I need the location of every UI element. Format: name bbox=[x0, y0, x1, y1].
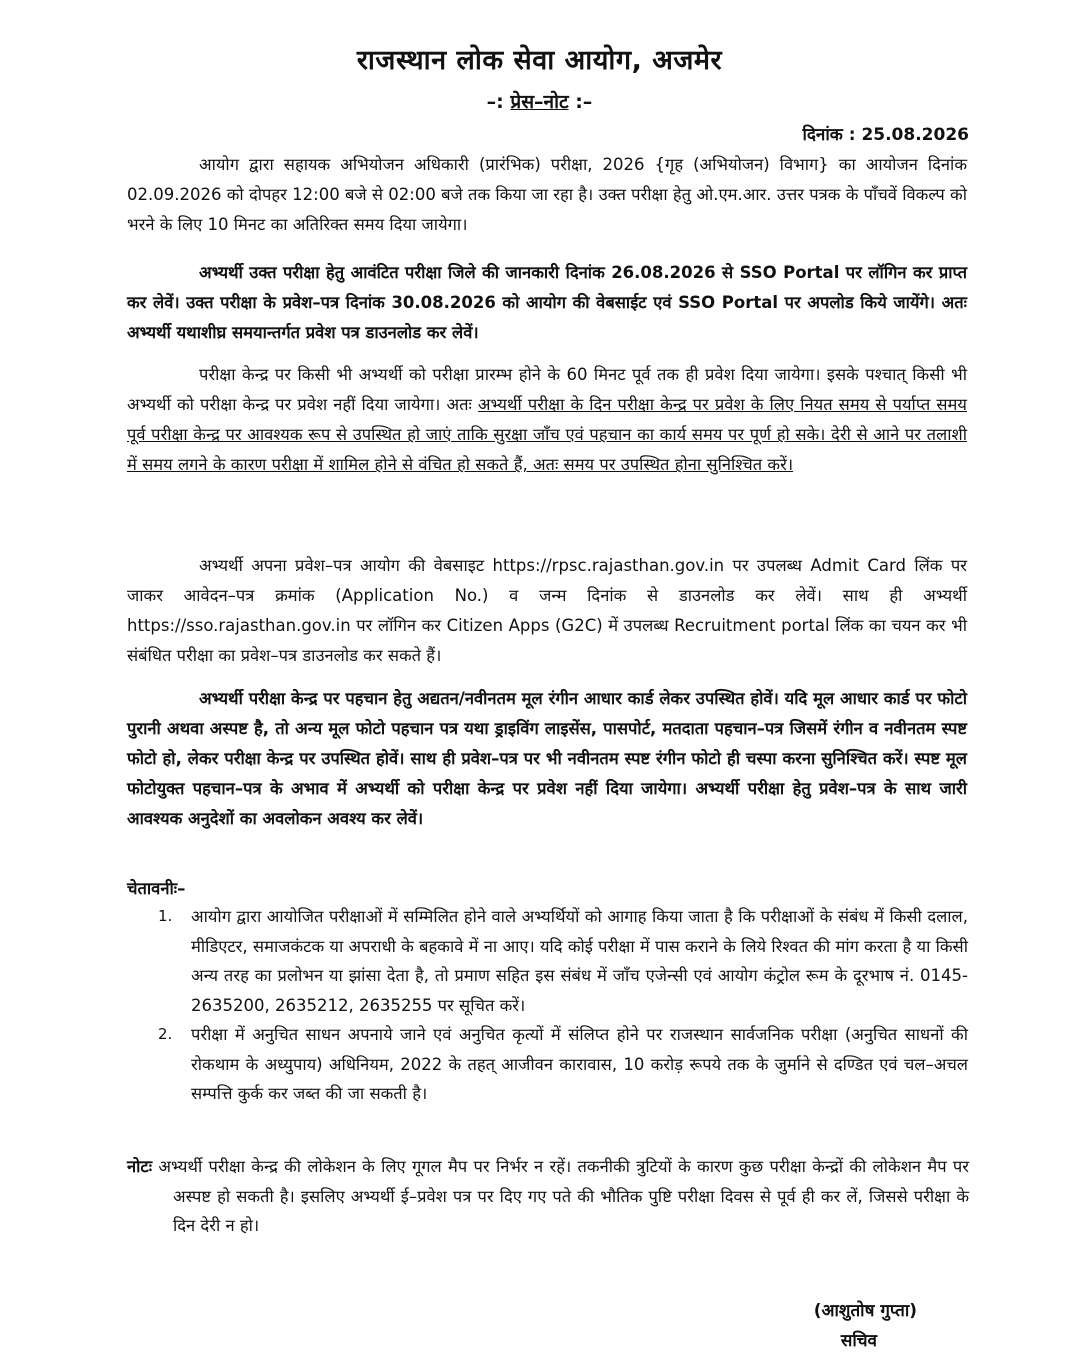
list-item-number: 1. bbox=[158, 907, 173, 925]
paragraph-entry-timing-text: परीक्षा केन्द्र पर किसी भी अभ्यर्थी को परीक्षा प्रारम्भ होने के 60 मिनट पूर्व तक ही प्रवेश दिया जायेगा। इसके पश्चात् किसी भी अभ्यर्थी को परीक्षा केन्द्र पर प्रवेश नहीं दिया जायेगा। अतः bbox=[127, 365, 967, 414]
paragraph-entry-timing bbox=[127, 360, 967, 480]
list-item-text: आयोग द्वारा आयोजित परीक्षाओं में सम्मिलित होने वाले अभ्यर्थियों को आगाह किया जाता है कि परीक्षाओं के संबंध में किसी दलाल, मीडिएटर, समाजकंटक या अपराधी के बहकावे में ना आए। यदि कोई परीक्षा में पास कराने के लिये रिश्वत की मांग करता है या किसी अन्य तरह का प्रलोभन या झांसा देता है, तो प्रमाण सहित इस संबंध में जाँच एजेन्सी एवं आयोग कंट्रोल रूम के दूरभाष नं. 0145-2635200, 2635212, 2635255 पर सूचित करें। bbox=[191, 907, 968, 1015]
press-note-heading bbox=[0, 88, 1079, 114]
list-item bbox=[158, 1020, 968, 1109]
note-block bbox=[127, 1152, 969, 1241]
warnings-heading: चेतावनीः– bbox=[127, 879, 186, 898]
paragraph-entry-timing-underlined: अभ्यर्थी परीक्षा के दिन परीक्षा केन्द्र पर प्रवेश के लिए नियत समय से पर्याप्त समय पूर्व परीक्षा केन्द्र पर आवश्यक रूप से उपस्थित हो जाएं ताकि सुरक्षा जाँच एवं पहचान का कार्य समय पर पूर्ण हो सके। देरी से आने पर तलाशी में समय लगने के कारण परीक्षा में शामिल होने से वंचित हो सकते हैं, अतः समय पर उपस्थित होना सुनिश्चित करें। bbox=[127, 395, 967, 474]
warnings-list bbox=[158, 902, 968, 1109]
paragraph-admit-card-upload bbox=[127, 258, 967, 348]
paragraph-admit-card-upload-text: अभ्यर्थी उक्त परीक्षा हेतु आवंटित परीक्षा जिले की जानकारी दिनांक 26.08.2026 से SSO Portal पर लॉगिन कर प्राप्त कर लेवें। उक्त परीक्षा के प्रवेश–पत्र दिनांक 30.08.2026 को आयोग की वेबसाईट एवं SSO Portal पर अपलोड किये जायेंगे। अतः अभ्यर्थी यथाशीघ्र समयान्तर्गत प्रवेश पत्र डाउनलोड कर लेवें। bbox=[127, 263, 967, 342]
paragraph-exam-schedule bbox=[127, 150, 967, 240]
signatory-designation: सचिव bbox=[840, 1331, 877, 1351]
subtitle-prefix: –: bbox=[486, 91, 511, 113]
note-label: नोटः bbox=[127, 1157, 153, 1176]
subtitle-main: प्रेस–नोट bbox=[510, 91, 569, 113]
paragraph-exam-schedule-text: आयोग द्वारा सहायक अभियोजन अधिकारी (प्रारंभिक) परीक्षा, 2026 {गृह (अभियोजन) विभाग} का आयोजन दिनांक 02.09.2026 को दोपहर 12:00 बजे से 02:00 बजे तक किया जा रहा है। उक्त परीक्षा हेतु ओ.एम.आर. उत्तर पत्रक के पाँचवें विकल्प को भरने के लिए 10 मिनट का अतिरिक्त समय दिया जायेगा। bbox=[127, 155, 967, 234]
signatory-name: (आशुतोष गुप्ता) bbox=[813, 1301, 917, 1321]
note-text: अभ्यर्थी परीक्षा केन्द्र की लोकेशन के लिए गूगल मैप पर निर्भर न रहें। तकनीकी त्रुटियों के कारण कुछ परीक्षा केन्द्रों की लोकेशन मैप पर अस्पष्ट हो सकती है। इसलिए अभ्यर्थी ई–प्रवेश पत्र पर दिए गए पते की भौतिक पुष्टि परीक्षा दिवस से पूर्व ही कर लें, जिससे परीक्षा के दिन देरी न हो। bbox=[152, 1157, 969, 1235]
list-item bbox=[158, 902, 968, 1020]
paragraph-identity-proof-text: अभ्यर्थी परीक्षा केन्द्र पर पहचान हेतु अद्यतन/नवीनतम मूल रंगीन आधार कार्ड लेकर उपस्थित होवें। यदि मूल आधार कार्ड पर फोटो पुरानी अथवा अस्पष्ट है, तो अन्य मूल फोटो पहचान पत्र यथा ड्राइविंग लाइसेंस, पासपोर्ट, मतदाता पहचान–पत्र जिसमें रंगीन व नवीनतम स्पष्ट फोटो हो, लेकर परीक्षा केन्द्र पर उपस्थित होवें। साथ ही प्रवेश–पत्र पर भी नवीनतम स्पष्ट रंगीन फोटो ही चस्पा करना सुनिश्चित करें। स्पष्ट मूल फोटोयुक्त पहचान–पत्र के अभाव में अभ्यर्थी को परीक्षा केन्द्र पर प्रवेश नहीं दिया जायेगा। अभ्यर्थी परीक्षा हेतु प्रवेश–पत्र के साथ जारी आवश्यक अनुदेशों का अवलोकन अवश्य कर लेवें। bbox=[127, 689, 967, 828]
issue-date: दिनांक : 25.08.2026 bbox=[802, 125, 969, 145]
paragraph-admit-card-download-text: अभ्यर्थी अपना प्रवेश–पत्र आयोग की वेबसाइट https://rpsc.rajasthan.gov.in पर उपलब्ध Admit Card लिंक पर जाकर आवेदन–पत्र क्रमांक (Application No.) व जन्म दिनांक से डाउनलोड कर लेवें। साथ ही अभ्यर्थी https://sso.rajasthan.gov.in पर लॉगिन कर Citizen Apps (G2C) में उपलब्ध Recruitment portal लिंक का चयन कर भी संबंधित परीक्षा का प्रवेश–पत्र डाउनलोड कर सकते हैं। bbox=[127, 556, 967, 665]
list-item-text: परीक्षा में अनुचित साधन अपनाये जाने एवं अनुचित कृत्यों में संलिप्त होने पर राजस्थान सार्वजनिक परीक्षा (अनुचित साधनों की रोकथाम के अध्युपाय) अधिनियम, 2022 के तहत् आजीवन कारावास, 10 करोड़ रूपये तक के जुर्माने से दण्डित एवं चल–अचल सम्पत्ति कुर्क कर जब्त की जा सकती है। bbox=[191, 1025, 968, 1103]
paragraph-identity-proof bbox=[127, 684, 967, 834]
list-item-number: 2. bbox=[158, 1025, 173, 1043]
subtitle-suffix: :– bbox=[568, 91, 593, 113]
paragraph-admit-card-download bbox=[127, 551, 967, 671]
page-title: राजस्थान लोक सेवा आयोग, अजमेर bbox=[356, 45, 723, 76]
